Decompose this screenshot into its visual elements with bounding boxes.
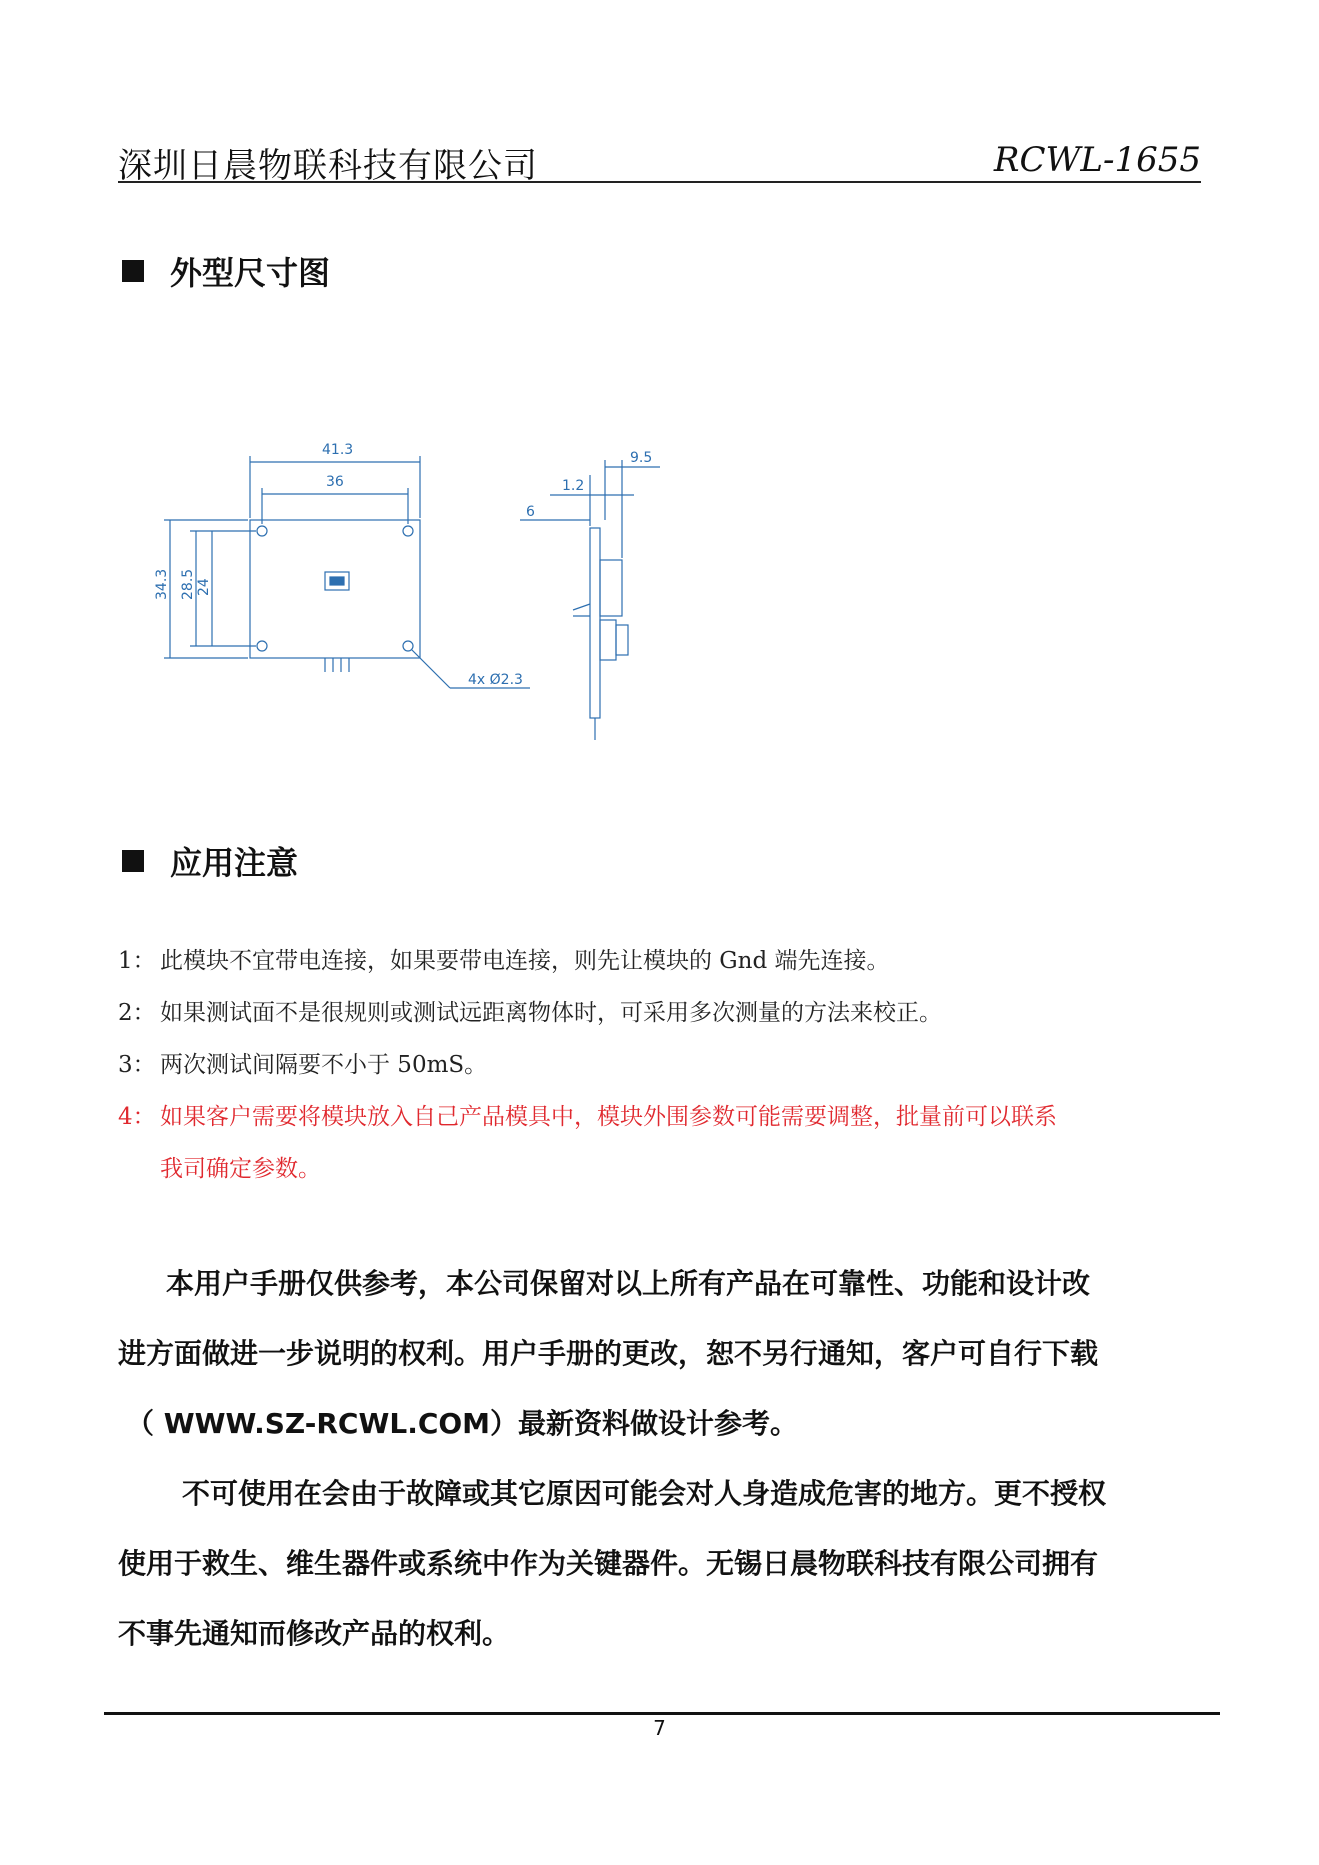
dim-side-thickness: 6 xyxy=(526,504,535,520)
disclaimer-line: 进方面做进一步说明的权利。用户手册的更改，恕不另行通知，客户可自行下载 xyxy=(118,1337,1099,1370)
disclaimer-line: 使用于救生、维生器件或系统中作为关键器件。无锡日晨物联科技有限公司拥有 xyxy=(118,1547,1099,1580)
dim-side-depth: 9.5 xyxy=(630,450,653,466)
disclaimer-line: 不事先通知而修改产品的权利。 xyxy=(118,1617,511,1650)
bullet-square-icon xyxy=(122,260,144,282)
disclaimer-line: （ WWW.SZ-RCWL.COM）最新资料做设计参考。 xyxy=(126,1407,799,1440)
mount-hole xyxy=(403,641,413,651)
disclaimer-line: 本用户手册仅供参考，本公司保留对以上所有产品在可靠性、功能和设计改 xyxy=(166,1267,1091,1300)
bullet-square-icon xyxy=(122,850,144,872)
dim-height-inner: 24 xyxy=(196,578,212,596)
note-item: 1： 此模块不宜带电连接，如果要带电连接，则先让模块的 Gnd 端先连接。 xyxy=(118,948,890,974)
dim-width-inner: 36 xyxy=(326,474,344,490)
note-item: 3： 两次测试间隔要不小于 50mS。 xyxy=(118,1052,488,1078)
dim-holes: 4x Ø2.3 xyxy=(468,672,523,688)
section-notes-heading xyxy=(122,838,298,884)
dim-width-outer: 41.3 xyxy=(322,442,354,458)
dim-height-outer: 34.3 xyxy=(154,568,170,600)
footer-divider xyxy=(104,1712,1220,1715)
section-dimensions-heading xyxy=(122,248,330,294)
dim-height-mid: 28.5 xyxy=(180,568,196,600)
page-number: 7 xyxy=(653,1716,666,1740)
mount-hole xyxy=(257,526,267,536)
model-number: RCWL-1655 xyxy=(993,140,1201,180)
mount-hole xyxy=(257,641,267,651)
disclaimer-line: 不可使用在会由于故障或其它原因可能会对人身造成危害的地方。更不授权 xyxy=(182,1477,1107,1510)
note-item-warning: 4： 如果客户需要将模块放入自己产品模具中，模块外围参数可能需要调整，批量前可以联系 xyxy=(118,1104,1057,1130)
mount-hole xyxy=(403,526,413,536)
note-item: 2： 如果测试面不是很规则或测试远距离物体时，可采用多次测量的方法来校正。 xyxy=(118,1000,942,1026)
side-sensor xyxy=(600,560,622,616)
section-title: 应用注意 xyxy=(170,844,299,882)
section-title: 外型尺寸图 xyxy=(170,254,331,292)
header-divider xyxy=(118,181,1201,183)
note-item-warning-cont: 我司确定参数。 xyxy=(160,1156,321,1182)
dimension-drawing xyxy=(150,420,800,750)
dim-side-offset: 1.2 xyxy=(562,478,585,494)
front-board-outline xyxy=(250,520,420,658)
company-name: 深圳日晨物联科技有限公司 xyxy=(118,146,538,186)
side-board xyxy=(590,528,600,718)
